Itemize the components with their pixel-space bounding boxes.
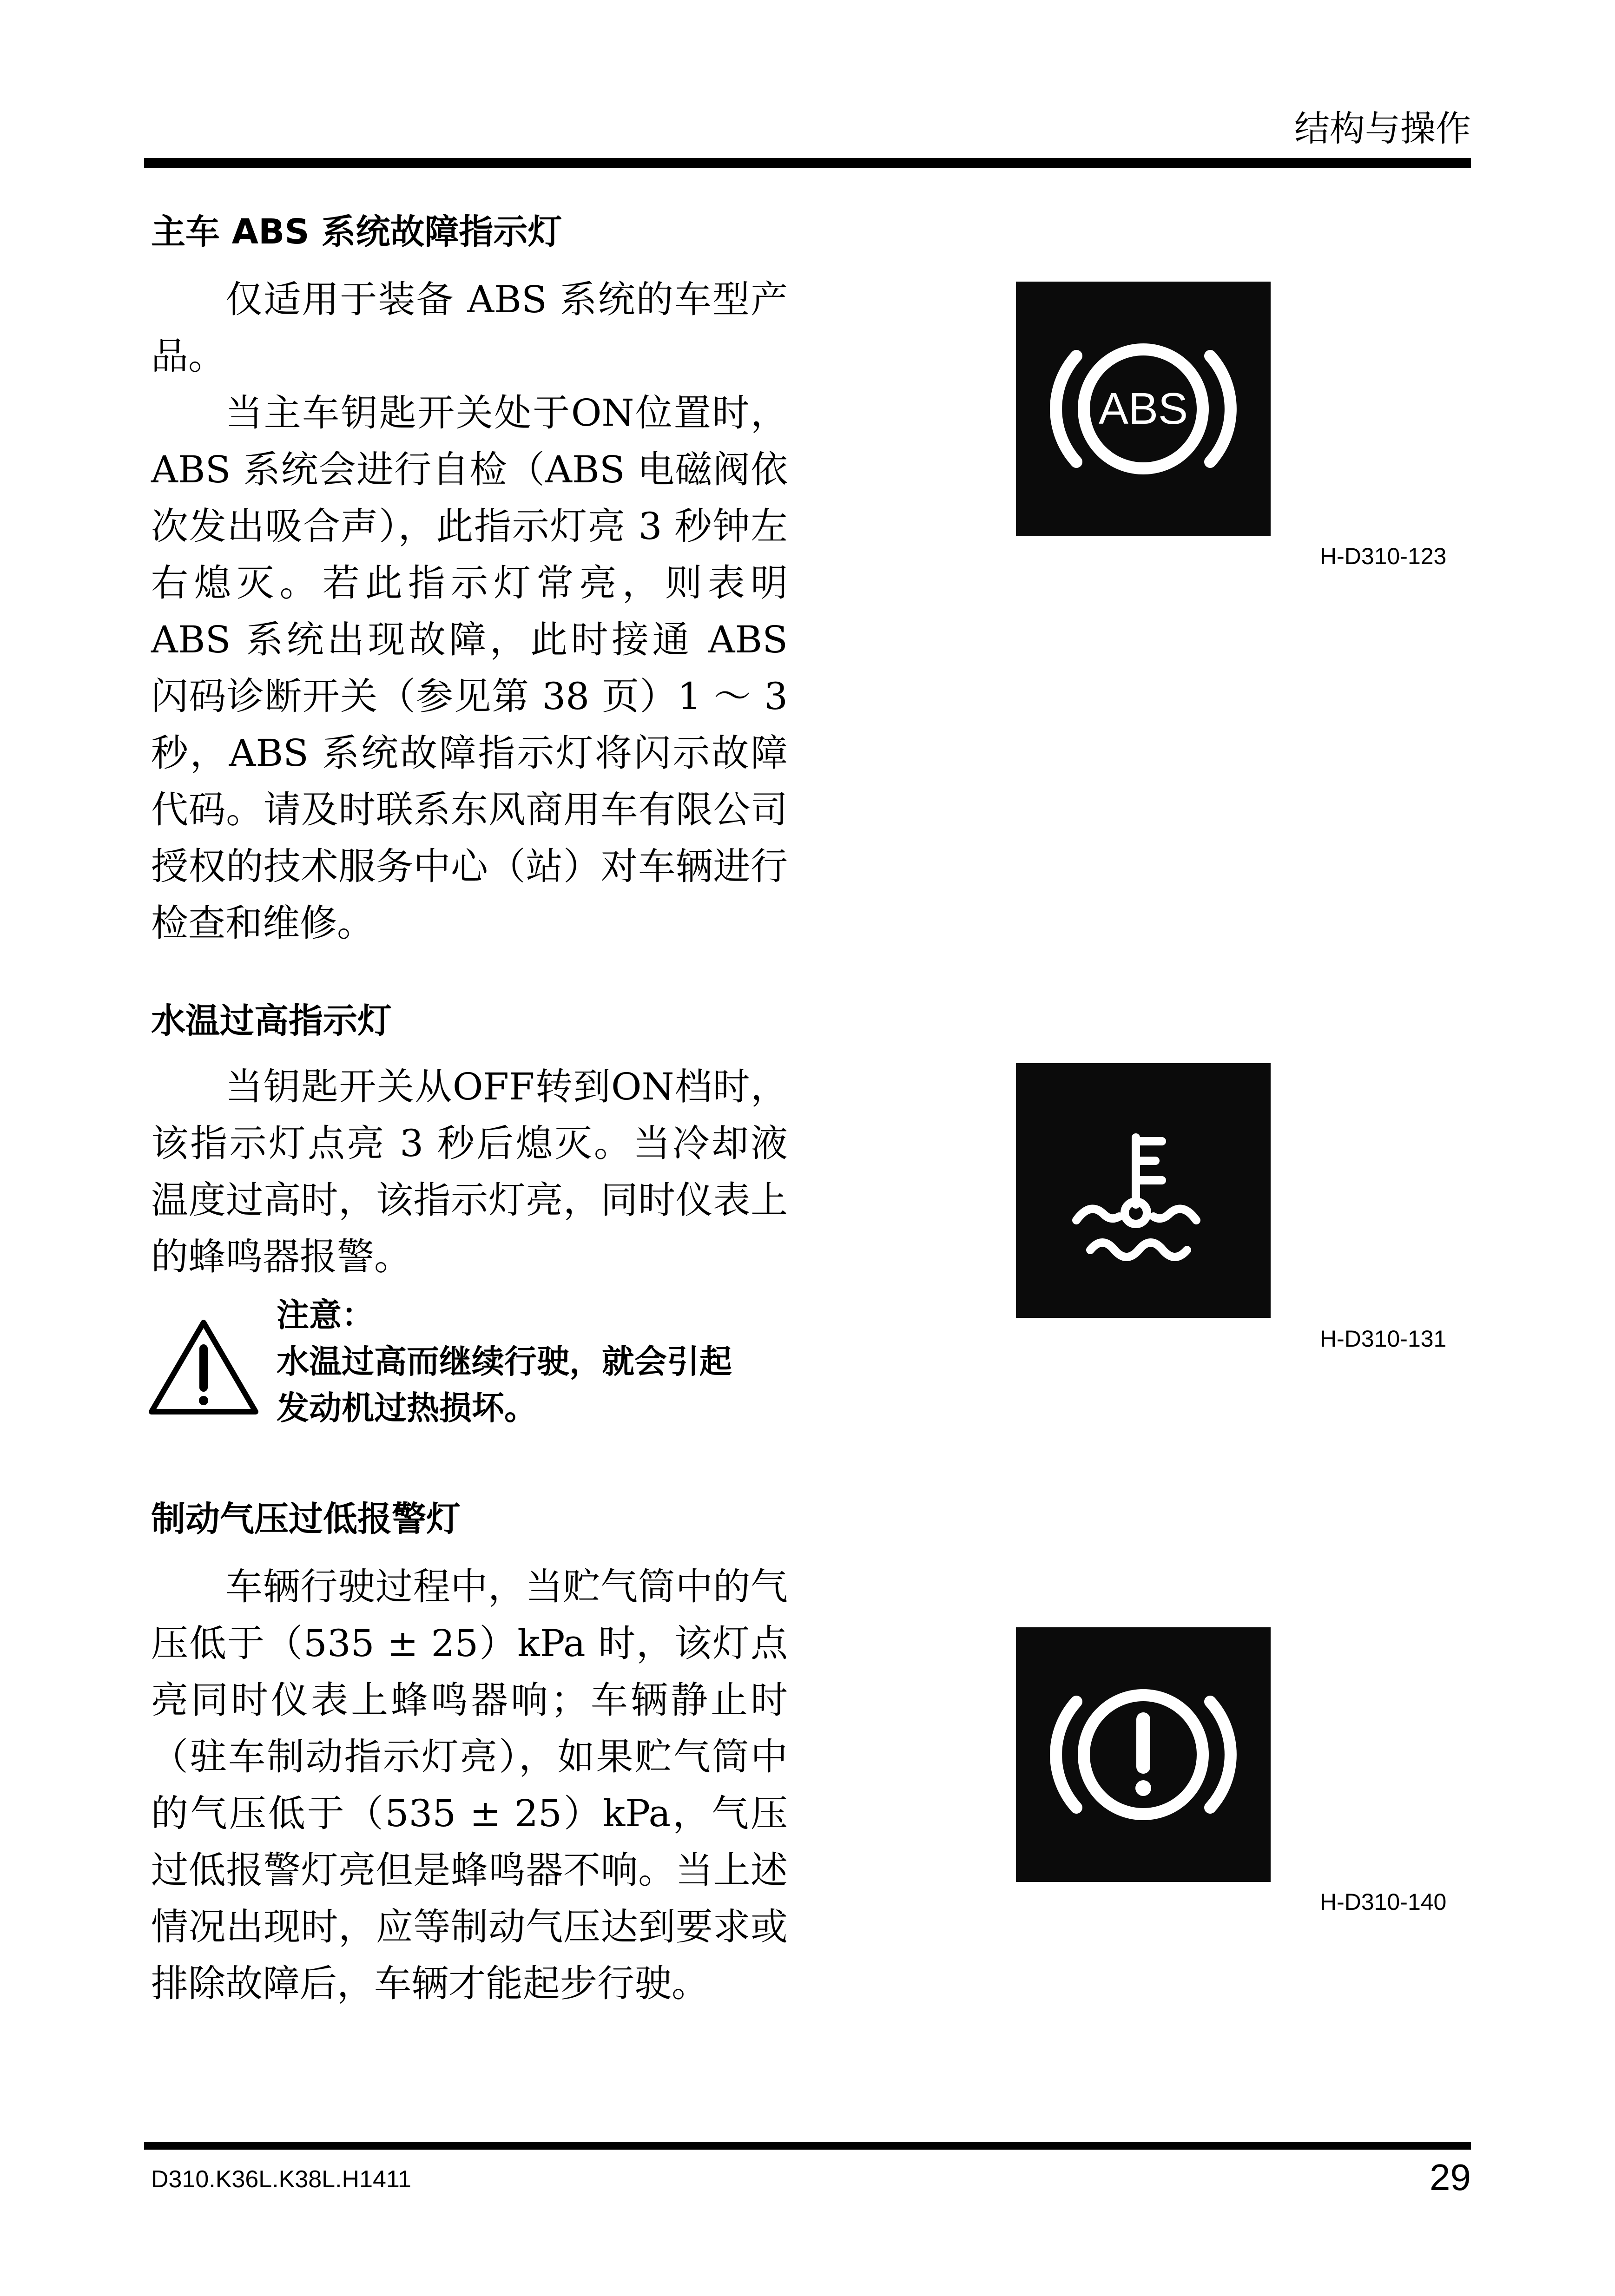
notice-line: 水温过高而继续行驶，就会引起 — [277, 1342, 732, 1381]
figure-caption: H-D310-140 — [1320, 1889, 1447, 1915]
header-section-title: 结构与操作 — [1294, 108, 1471, 149]
section-title-abs: 主车 ABS 系统故障指示灯 — [151, 212, 562, 252]
paragraph: 当钥匙开关从OFF转到ON档时，该指示灯点亮 3 秒后熄灭。当冷却液温度过高时，该指示灯亮，同时仪表上的蜂鸣器报警。 — [151, 1065, 788, 1278]
abs-warning-icon — [1016, 282, 1271, 536]
warning-triangle-icon — [148, 1319, 259, 1416]
figure-caption: H-D310-131 — [1320, 1326, 1447, 1352]
abs-icon-label: ABS — [1098, 384, 1188, 434]
paragraph: 车辆行驶过程中，当贮气筒中的气压低于（535 ± 25）kPa 时，该灯点亮同时仪表上蜂鸣器响；车辆静止时（驻车制动指示灯亮），如果贮气筒中的气压低于（535 ± 25）kPa，气压过低报警灯亮但是蜂鸣器不响。当上述情况出现时，应等制动气压达到要求或排除故障后，车辆才能起步行驶。 — [151, 1565, 788, 2005]
section-body-coolant — [151, 1059, 788, 1285]
notice-label: 注意： — [277, 1296, 374, 1334]
section-body-abs — [151, 271, 788, 952]
coolant-temperature-icon — [1016, 1063, 1271, 1318]
figure-caption: H-D310-123 — [1320, 543, 1447, 569]
page-number: 29 — [1430, 2157, 1471, 2198]
paragraph: 当主车钥匙开关处于ON位置时，ABS 系统会进行自检（ABS 电磁阀依次发出吸合声），此指示灯亮 3 秒钟左右熄灭。若此指示灯常亮，则表明ABS 系统出现故障，此时接通 ABS 闪码诊断开关（参见第 38 页）1 ～ 3 秒，ABS 系统故障指示灯将闪示故障代码。请及时联系东风商用车有限公司授权的技术服务中心（站）对车辆进行检查和维修。 — [151, 391, 788, 945]
paragraph: 仅适用于装备 ABS 系统的车型产品。 — [151, 278, 788, 378]
section-title-brake-pressure: 制动气压过低报警灯 — [151, 1499, 461, 1539]
section-body-brake-pressure — [151, 1559, 788, 2012]
footer-rule — [144, 2142, 1471, 2150]
notice-line: 发动机过热损坏。 — [277, 1389, 537, 1427]
header-rule — [144, 158, 1471, 168]
notice-block — [277, 1292, 806, 1431]
section-title-coolant: 水温过高指示灯 — [151, 1001, 392, 1041]
document-code: D310.K36L.K38L.H1411 — [151, 2166, 411, 2193]
brake-air-pressure-icon — [1016, 1627, 1271, 1882]
